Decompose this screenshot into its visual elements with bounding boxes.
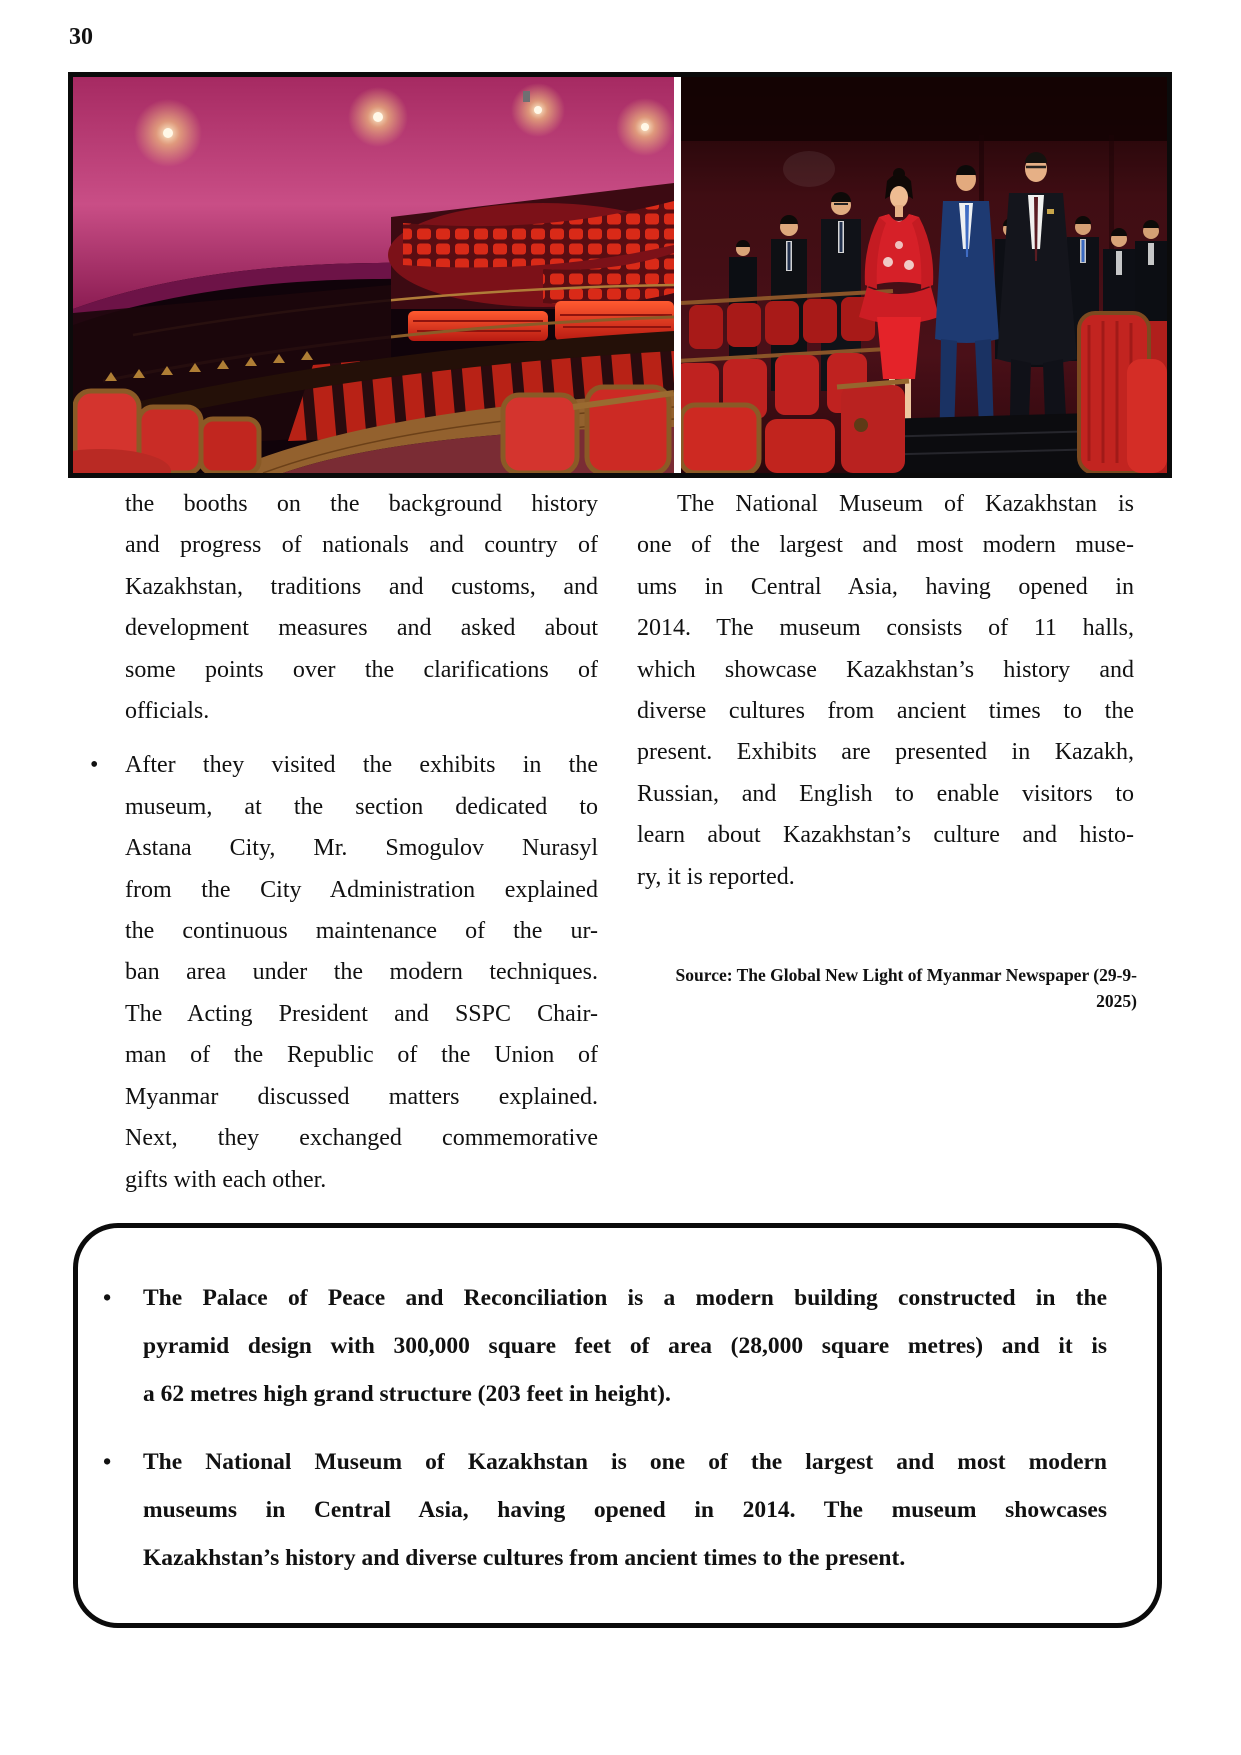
paragraph — [637, 484, 1134, 898]
text-line: one of the largest and most modern muse- — [637, 532, 1134, 559]
bullet-dot: • — [90, 752, 99, 779]
bullet-dot: • — [103, 1449, 112, 1475]
theatre-auditorium-illustration — [73, 77, 674, 473]
text-line: some points over the clarifications of — [125, 656, 598, 683]
text-line: The National Museum of Kazakhstan is — [677, 491, 1134, 517]
photo-strip — [68, 72, 1172, 478]
text-line: The Palace of Peace and Reconciliation is a modern building constructed in the — [143, 1285, 1107, 1311]
text-line: ums in Central Asia, having opened in — [637, 573, 1134, 600]
delegation-photo — [681, 77, 1167, 473]
text-line: Astana City, Mr. Smogulov Nurasyl — [125, 835, 598, 862]
page-number: 30 — [69, 24, 93, 50]
text-line: diverse cultures from ancient times to the — [637, 698, 1134, 725]
text-line: the continuous maintenance of the ur- — [125, 918, 598, 945]
text-line: gifts with each other. — [125, 1166, 327, 1193]
text-line: pyramid design with 300,000 square feet of area (28,000 square metres) and it is — [143, 1333, 1107, 1359]
text-line: from the City Administration explained — [125, 876, 598, 903]
theatre-auditorium-photo — [73, 77, 674, 473]
text-line: museum, at the section dedicated to — [125, 793, 598, 820]
text-line: The Acting President and SSPC Chair- — [125, 1000, 598, 1027]
text-line: 2014. The museum consists of 11 halls, — [637, 615, 1134, 642]
text-line: which showcase Kazakhstan’s history and — [637, 656, 1134, 683]
source-credit: Source: The Global New Light of Myanmar Newspaper (29-9-2025) — [675, 965, 1137, 1011]
text-line: the booths on the background history — [125, 491, 598, 517]
text-line: man of the Republic of the Union of — [125, 1042, 598, 1069]
text-line: Next, they exchanged commemorative — [125, 1125, 598, 1152]
text-line: development measures and asked about — [125, 615, 598, 642]
text-line: and progress of nationals and country of — [125, 532, 598, 559]
text-line: Russian, and English to enable visitors to — [637, 780, 1134, 807]
bulleted-paragraph — [103, 1274, 1107, 1418]
bulleted-paragraph — [103, 1438, 1107, 1582]
right-column — [637, 484, 1134, 898]
text-line: a 62 metres high grand structure (203 feet in height). — [143, 1381, 671, 1407]
text-line: officials. — [125, 698, 210, 725]
text-line: present. Exhibits are presented in Kazakh, — [637, 739, 1134, 766]
text-line: Kazakhstan, traditions and customs, and — [125, 573, 598, 600]
text-line: Kazakhstan’s history and diverse cultures from ancient times to the present. — [143, 1545, 906, 1571]
text-line: After they visited the exhibits in the — [125, 752, 598, 779]
info-box — [73, 1223, 1162, 1628]
bulleted-paragraph — [90, 745, 598, 1200]
bullet-dot: • — [103, 1285, 112, 1311]
text-line: ban area under the modern techniques. — [125, 959, 598, 986]
left-column — [90, 484, 598, 1201]
text-line: museums in Central Asia, having opened in 2014. The museum showcases — [143, 1497, 1107, 1523]
text-line: The National Museum of Kazakhstan is one of the largest and most modern — [143, 1449, 1107, 1475]
text-line: ry, it is reported. — [637, 863, 795, 890]
text-line: learn about Kazakhstan’s culture and histo- — [637, 822, 1134, 849]
delegation-illustration — [681, 77, 1167, 473]
paragraph — [90, 484, 598, 732]
text-line: Myanmar discussed matters explained. — [125, 1083, 598, 1110]
